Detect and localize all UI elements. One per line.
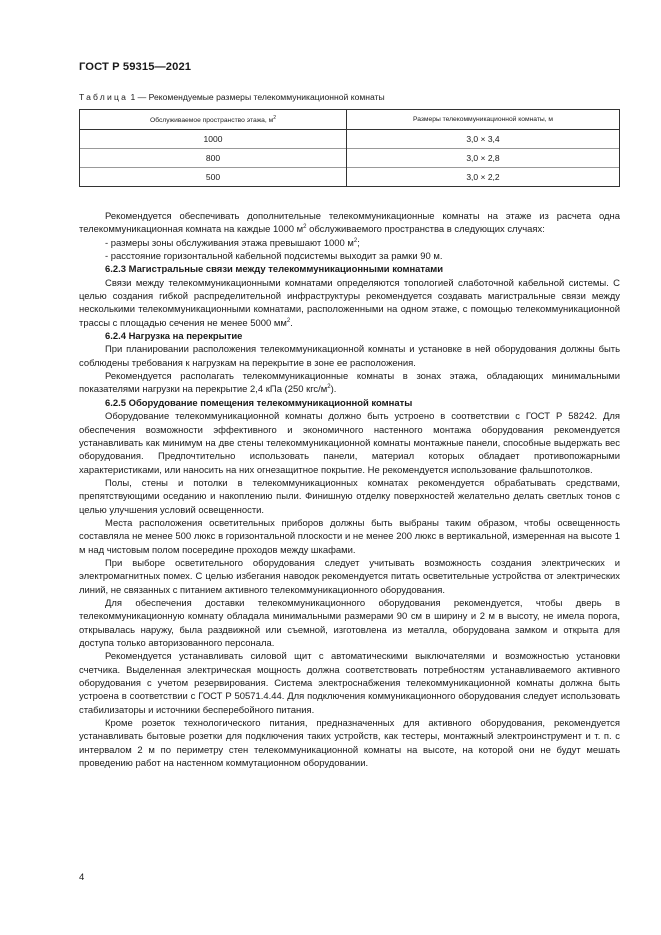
cell-size: 3,0 × 2,8	[347, 149, 620, 168]
list-item: - расстояние горизонтальной кабельной подсистемы выходит за рамки 90 м.	[105, 251, 443, 263]
cell-size: 3,0 × 2,2	[347, 168, 620, 187]
column-header-room-size: Размеры телекоммуникационной комнаты, м	[347, 110, 620, 130]
paragraph: Кроме розеток технологического питания, предназначенных для активного оборудования, рекомендуется устанавливать бытовые розетки для подключения таких устройств, как тестеры, монтажный электроинструмент и т. п. с интервалом 2 м по периметру стен телекоммуникационной комнаты на высоте, на которой они не будут мешать проведению работ на настенном коммутационном оборудовании.	[79, 718, 620, 770]
cell-area: 800	[80, 149, 347, 168]
paragraph: Рекомендуется располагать телекоммуникационные комнаты в зонах этажа, обладающих минимальными показателями нагрузки на перекрытие 2,4 кПа (250 кгс/$м^2$).	[79, 371, 620, 396]
paragraph: Рекомендуется обеспечивать дополнительные телекоммуникационные комнаты на этаже из расчета одна телекоммуникационная комната на каждые 1000 $м^2$ обслуживаемого пространства в следующих случаях:	[79, 211, 620, 236]
column-header-floor-area: Обслуживаемое пространство этажа, $м^2$	[80, 110, 347, 130]
page-number: 4	[79, 872, 85, 883]
cell-area: 1000	[80, 130, 347, 149]
table-caption	[79, 92, 385, 102]
room-sizes-table	[79, 109, 620, 187]
paragraph: При планировании расположения телекоммуникационной комнаты и установке в ней оборудования должны быть соблюдены требования к нагрузкам на перекрытие в зоне ее расположения.	[79, 344, 620, 369]
cell-area: 500	[80, 168, 347, 187]
paragraph: Для обеспечения доставки телекоммуникационного оборудования рекомендуется, чтобы дверь в телекоммуникационную комнату обладала минимальными размерами 90 см в ширину и 2 м в высоту, не имела порога, открывалась наружу, была раздвижной или съемной, изготовлена из металла, оборудована замком и открыта для доступа только авторизованного персонала.	[79, 597, 620, 649]
table-row	[80, 130, 620, 149]
cell-size: 3,0 × 3,4	[347, 130, 620, 149]
paragraph: Оборудование телекоммуникационной комнаты должно быть устроено в соответствии с ГОСТ Р 58242. Для обеспечения возможности эффективного и экономичного настенного монтажа оборудования рекомендуется устанавливать как минимум на две стены телекоммуникационной комнаты монтажные панели, способные выдержать вес оборудования. Предпочтительно использовать панели, материал которых обладает противопожарными характеристиками, или наносить на них огнезащитное покрытие. Не рекомендуется использование фальшпотолков.	[79, 411, 620, 476]
table-header-row	[80, 110, 620, 130]
table-row	[80, 168, 620, 187]
table-row	[80, 149, 620, 168]
paragraph: Рекомендуется устанавливать силовой щит с автоматическими выключателями и возможностью установки счетчика. Выделенная электрическая мощность должна соответствовать потребностям устанавливаемого активного оборудования с учетом резервирования. Система электроснабжения телекоммуникационной комнаты должна быть устроена в соответствии с ГОСТ Р 50571.4.44. Для подключения коммуникационного оборудования следует использовать стабилизаторы и источники бесперебойного питания.	[79, 651, 620, 716]
list-item: - размеры зоны обслуживания этажа превышают 1000 $м^2$;	[105, 237, 360, 249]
body-text	[79, 210, 620, 770]
section-heading-6-2-5: 6.2.5 Оборудование помещения телекоммуникационной комнаты	[105, 397, 413, 409]
paragraph: Полы, стены и потолки в телекоммуникационных комнатах рекомендуется обрабатывать средствами, препятствующими оседанию и накоплению пыли. Финишную отделку поверхностей желательно делать светлых тонов с целью улучшения условий освещенности.	[79, 477, 620, 516]
paragraph: Связи между телекоммуникационными комнатами определяются топологией слаботочной кабельной системы. С целью создания гибкой распределительной инфраструктуры рекомендуется создавать магистральные связи между несколькими телекоммуникационными комнатами, расположенными на одном этаже, с помощью телекоммуникационной трассы с площадью сечения не менее 5000 $мм^2$.	[79, 277, 620, 329]
document-code-header: ГОСТ Р 59315—2021	[79, 61, 192, 73]
section-heading-6-2-4: 6.2.4 Нагрузка на перекрытие	[105, 331, 243, 343]
table-caption-label: Таблица	[79, 92, 129, 102]
table-caption-text: 1 — Рекомендуемые размеры телекоммуникационной комнаты	[130, 92, 385, 102]
section-heading-6-2-3: 6.2.3 Магистральные связи между телекоммуникационными комнатами	[105, 264, 444, 276]
paragraph: Места расположения осветительных приборов должны быть выбраны таким образом, чтобы освещенность составляла не менее 500 люкс в горизонтальной плоскости и не менее 200 люкс в вертикальной, измеренная на высоте 1 м над чистовым полом посередине проходов между шкафами.	[79, 517, 620, 556]
paragraph: При выборе осветительного оборудования следует учитывать возможность создания электрических и электромагнитных помех. С целью избегания наводок рекомендуется питать осветительные устройства от электрических линий, не связанных с питанием активного телекоммуникационного оборудования.	[79, 557, 620, 596]
